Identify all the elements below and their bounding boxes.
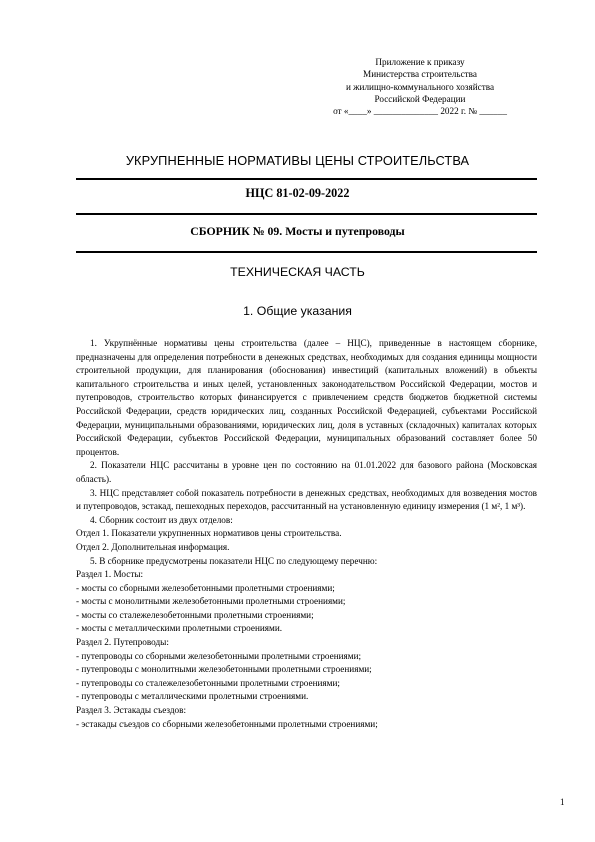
paragraph-1: 1. Укрупнённые нормативы цены строительства (далее – НЦС), приведенные в настоящем сборнике, предназначены для определения потребности в денежных средствах, необходимых для создания единицы мощности строительной продукции, для планирования (обоснования) инвестиций (капитальных вложений) в объекты капитального строительства и иных целей, установленных законодательством Российской Федерации, мостов и путепроводов, строительство которых финансируется с привлечением средств бюджетов бюджетной системы Российской Федерации, средств юридических лиц, созданных Российской Федерацией, субъектами Российской Федерации, муниципальными образованиями, юридических лиц, доля в уставных (складочных) капиталах которых Российской Федерации, субъектов Российской Федерации, муниципальных образований составляет более 50 процентов. xyxy=(76,338,537,457)
main-title: УКРУПНЕННЫЕ НОРМАТИВЫ ЦЕНЫ СТРОИТЕЛЬСТВА xyxy=(125,153,470,168)
list-item: - мосты с металлическими пролетными строениями. xyxy=(76,623,283,634)
list-item: - путепроводы со сталежелезобетонными пролетными строениями; xyxy=(76,677,340,688)
standard-code: НЦС 81-02-09-2022 xyxy=(245,186,350,200)
list-item: - мосты со сталежелезобетонными пролетными строениями; xyxy=(76,609,314,620)
annex-block xyxy=(300,56,540,117)
section-3-heading: Раздел 3. Эстакады съездов: xyxy=(76,705,187,716)
section-2-heading: Раздел 2. Путепроводы: xyxy=(76,637,169,648)
divider-rule xyxy=(76,213,537,215)
divider-rule xyxy=(76,251,537,253)
annex-line-4: Российской Федерации xyxy=(374,93,466,104)
department-1: Отдел 1. Показатели укрупненных нормативов цены строительства. xyxy=(76,528,342,539)
annex-line-2: Министерства строительства xyxy=(363,69,477,80)
subsection-title: 1. Общие указания xyxy=(243,304,352,318)
department-2: Отдел 2. Дополнительная информация. xyxy=(76,541,230,552)
paragraph-5: 5. В сборнике предусмотрены показатели НЦС по следующему перечню: xyxy=(90,555,378,566)
annex-line-1: Приложение к приказу xyxy=(375,57,465,67)
paragraph-3: 3. НЦС представляет собой показатель потребности в денежных средствах, необходимых для возведения мостов и путепроводов, эстакад, пешеходных переходов, рассчитанный на установленную единицу измерения (1 м², 1 м³). xyxy=(76,487,537,512)
collection-title: СБОРНИК № 09. Мосты и путепроводы xyxy=(190,224,405,238)
list-item: - мосты с монолитными железобетонными пролетными строениями; xyxy=(76,596,346,607)
paragraph-2: 2. Показатели НЦС рассчитаны в уровне цен по состоянию на 01.01.2022 для базового района (Московская область). xyxy=(76,460,537,484)
list-item: - путепроводы с металлическими пролетными строениями. xyxy=(76,691,309,702)
divider-rule xyxy=(76,178,537,180)
list-item: - эстакады съездов со сборными железобетонными пролетными строениями; xyxy=(76,718,378,729)
annex-line-5: от «____» ______________ 2022 г. № ______ xyxy=(333,106,507,117)
page-number: 1 xyxy=(560,797,565,807)
section-1-heading: Раздел 1. Мосты: xyxy=(76,569,144,580)
annex-line-3: и жилищно-коммунального хозяйства xyxy=(345,81,495,92)
list-item: - путепроводы со сборными железобетонными пролетными строениями; xyxy=(76,650,362,661)
section-title: ТЕХНИЧЕСКАЯ ЧАСТЬ xyxy=(230,265,365,279)
paragraph-4: 4. Сборник состоит из двух отделов: xyxy=(90,514,233,525)
list-item: - путепроводы с монолитными железобетонными пролетными строениями; xyxy=(76,664,372,675)
list-item: - мосты со сборными железобетонными пролетными строениями; xyxy=(76,582,335,593)
body-text xyxy=(76,337,537,731)
